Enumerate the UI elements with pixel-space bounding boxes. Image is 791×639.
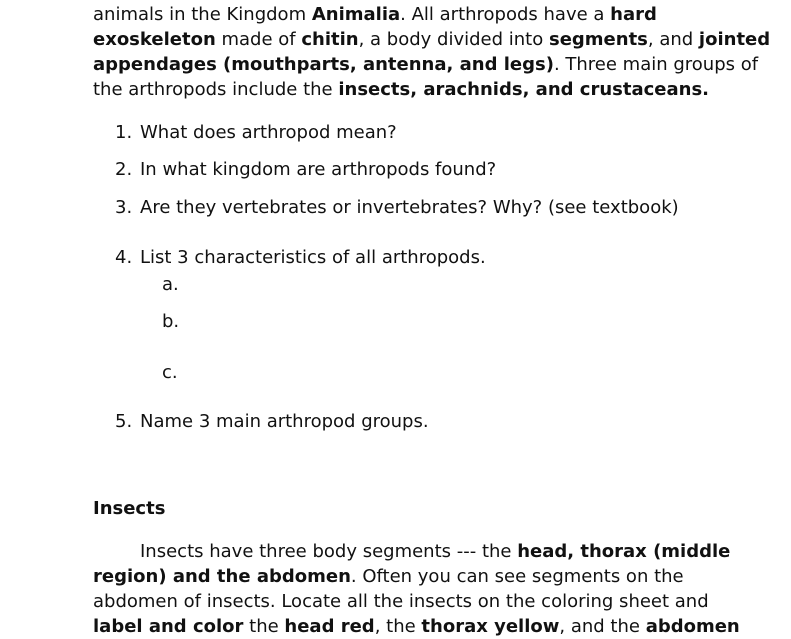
intro-text: . Three main groups of xyxy=(553,54,759,75)
intro-bold: chitin xyxy=(301,29,359,50)
question-number: 4. xyxy=(115,247,133,268)
insects-bold: region) and the abdomen xyxy=(93,566,351,587)
insects-bold: head red xyxy=(284,616,375,637)
insects-text: , and the xyxy=(559,616,646,637)
question-text: Are they vertebrates or invertebrates? Why? (see textbook) xyxy=(140,197,679,218)
intro-line-3 xyxy=(93,52,759,77)
answer-label-c: c. xyxy=(162,362,178,383)
question-text: What does arthropod mean? xyxy=(140,122,397,143)
answer-label-a: a. xyxy=(162,274,179,295)
intro-line-2 xyxy=(93,27,771,52)
intro-bold: insects, arachnids, and crustaceans. xyxy=(338,79,710,100)
intro-bold: appendages (mouthparts, antenna, and legs) xyxy=(93,54,554,75)
question-item xyxy=(115,409,429,434)
question-number: 5. xyxy=(115,411,133,432)
insects-text: abdomen of insects. Locate all the insects on the coloring sheet and xyxy=(93,591,709,612)
intro-line-4 xyxy=(93,77,733,102)
intro-text: animals in the Kingdom xyxy=(93,4,312,25)
intro-bold: Animalia xyxy=(311,4,401,25)
intro-bold: segments xyxy=(548,29,648,50)
section-heading: Insects xyxy=(93,498,166,519)
intro-paragraph xyxy=(93,2,771,102)
question-text: In what kingdom are arthropods found? xyxy=(140,159,497,180)
intro-bold: jointed xyxy=(698,29,771,50)
intro-text: , and xyxy=(647,29,699,50)
insects-line-1 xyxy=(93,539,740,564)
question-item xyxy=(115,157,496,182)
insects-line-3 xyxy=(93,589,740,614)
insects-text: Insects have three body segments --- the xyxy=(140,541,518,562)
answer-label-b: b. xyxy=(162,311,180,332)
intro-text: , a body divided into xyxy=(358,29,549,50)
question-number: 3. xyxy=(115,197,133,218)
insects-bold: abdomen xyxy=(645,616,740,637)
question-item xyxy=(115,195,679,220)
intro-text: made of xyxy=(215,29,302,50)
insects-text: , the xyxy=(374,616,422,637)
insects-bold: thorax yellow xyxy=(421,616,560,637)
insects-text: the xyxy=(243,616,285,637)
insects-paragraph xyxy=(93,539,740,639)
question-number: 1. xyxy=(115,122,133,143)
insects-bold: head, thorax (middle xyxy=(517,541,731,562)
question-number: 2. xyxy=(115,159,133,180)
question-text: Name 3 main arthropod groups. xyxy=(140,411,429,432)
intro-text: the arthropods include the xyxy=(93,79,339,100)
intro-line-1 xyxy=(93,2,733,27)
insects-text: . Often you can see segments on the xyxy=(350,566,684,587)
insects-line-2 xyxy=(93,564,740,589)
question-item xyxy=(115,245,486,270)
insects-line-4 xyxy=(93,614,740,639)
intro-bold: exoskeleton xyxy=(93,29,216,50)
intro-bold: hard xyxy=(610,4,657,25)
insects-bold: label and color xyxy=(93,616,244,637)
intro-text: . All arthropods have a xyxy=(400,4,611,25)
question-text: List 3 characteristics of all arthropods. xyxy=(140,247,486,268)
question-item xyxy=(115,120,397,145)
